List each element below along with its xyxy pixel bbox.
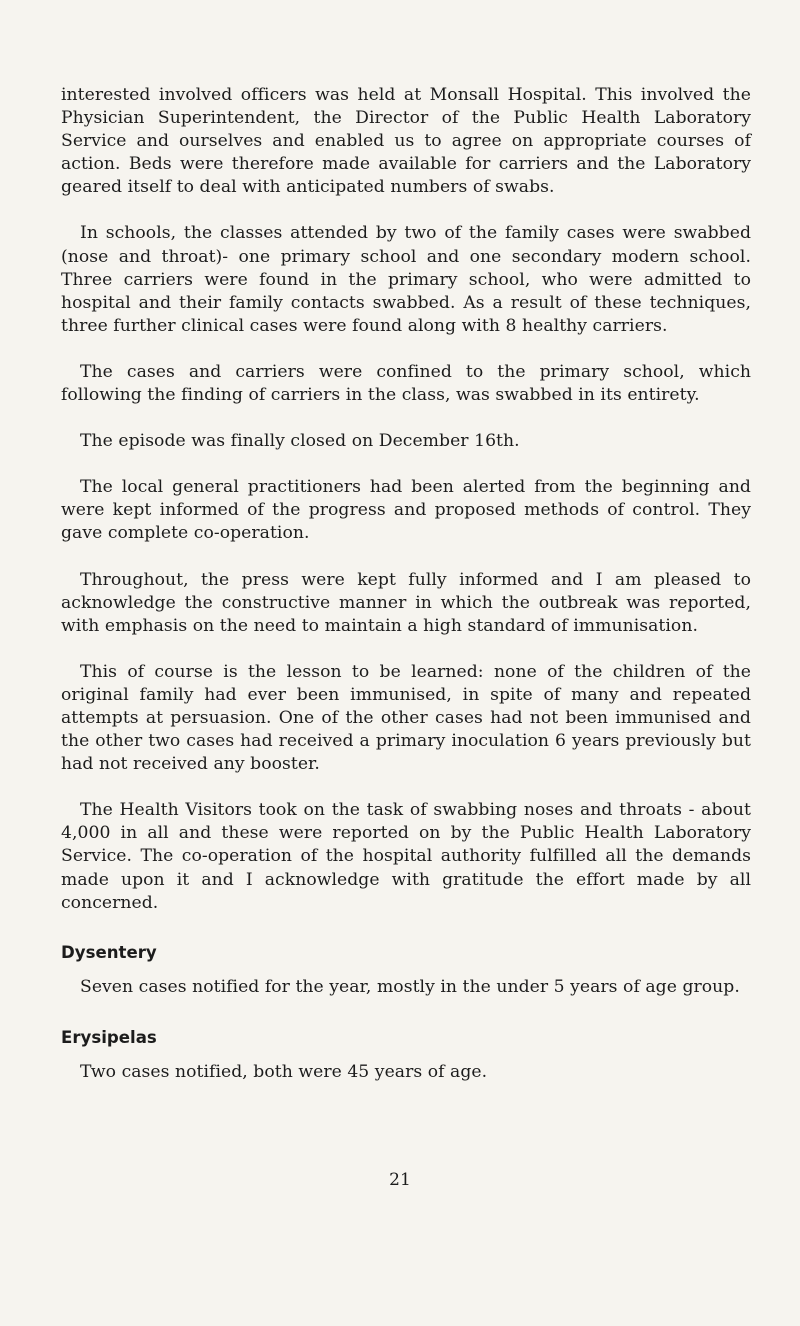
paragraph-6: Throughout, the press were kept fully informed and I am pleased to acknowledge the constructive manner in which the outbreak was reported, with emphasis on the need to maintain a high standard of immunisation. [61, 569, 751, 636]
section-heading-erysipelas: Erysipelas [61, 1027, 157, 1047]
section-heading-dysentery: Dysentery [61, 942, 157, 962]
paragraph-4: The episode was finally closed on December 16th. [80, 431, 520, 452]
paragraph-7: This of course is the lesson to be learned: none of the children of the original family had ever been immunised, in spite of many and repeated attempts at persuasion. One of the other cases had not been immunised and the other two cases had received a primary inoculation 6 years previously but had not received any booster. [61, 661, 751, 775]
paragraph-1: interested involved officers was held at Monsall Hospital. This involved the Physician Superintendent, the Director of the Public Health Laboratory Service and ourselves and enabled us to agree on appropriate courses of action. Beds were therefore made available for carriers and the Laboratory geared itself to deal with anticipated numbers of swabs. [61, 85, 751, 198]
paragraph-8: The Health Visitors took on the task of swabbing noses and throats - about 4,000 in all and these were reported on by the Public Health Laboratory Service. The co-operation of the hospital authority fulfilled all the demands made upon it and I acknowledge with gratitude the effort made by all concerned. [61, 800, 751, 913]
document-page [61, 84, 751, 1084]
section-text-dysentery: Seven cases notified for the year, mostly in the under 5 years of age group. [80, 976, 740, 997]
paragraph-2: In schools, the classes attended by two of the family cases were swabbed (nose and throat)- one primary school and one secondary modern school. Three carriers were found in the primary school, who were admitted to hospital and their family contacts swabbed. As a result of these techniques, three further clinical cases were found along with 8 healthy carriers. [61, 223, 751, 336]
section-text-erysipelas: Two cases notified, both were 45 years of age. [80, 1061, 488, 1082]
paragraph-3: The cases and carriers were confined to the primary school, which following the finding of carriers in the class, was swabbed in its entirety. [61, 361, 751, 406]
page-number: 21 [389, 1170, 411, 1190]
paragraph-5: The local general practitioners had been alerted from the beginning and were kept informed of the progress and proposed methods of control. They gave complete co-operation. [61, 477, 751, 544]
